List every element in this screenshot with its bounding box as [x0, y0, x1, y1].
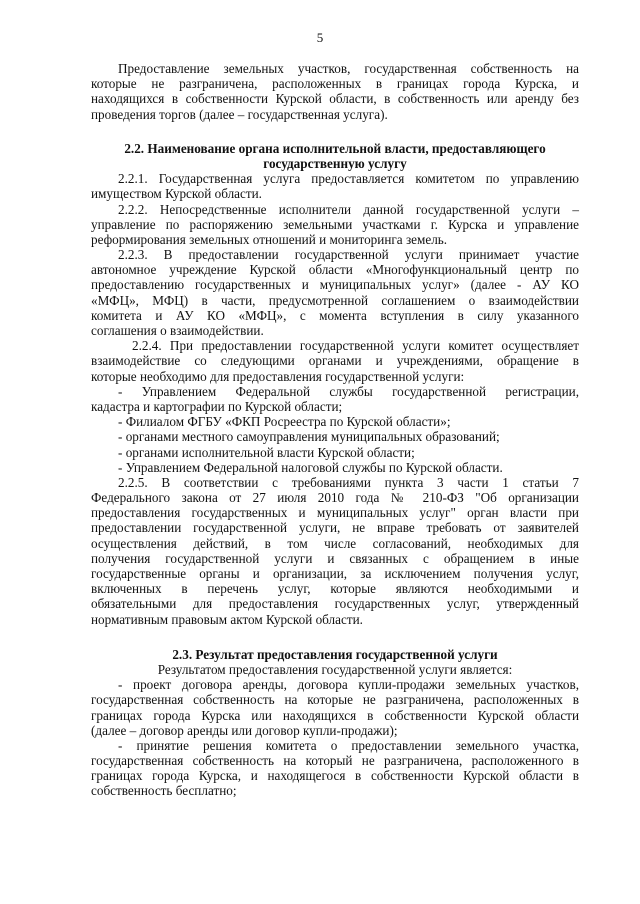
list-item [91, 738, 579, 799]
intro-paragraph [91, 61, 579, 122]
paragraph-2-2-1 [91, 171, 579, 201]
text-line: государственные органы и организации, за исключением получения услуг, [91, 566, 579, 581]
text-line: 2.2.2. Непосредственные исполнители данной государственной услуги – [118, 201, 579, 217]
text-line: «МФЦ», МФЦ) в части, предусмотренной соглашением о взаимодействии [91, 292, 579, 308]
section-lead: Результатом предоставления государственной услуги является: [157, 661, 513, 677]
text-line: 2.2.4. При предоставлении государственной услуги комитет осуществляет [132, 338, 579, 354]
list-item: - органами местного самоуправления муниципальных образований; [118, 429, 500, 445]
text-line: 2.2.1. Государственная услуга предоставляется комитетом по управлению [118, 171, 579, 187]
heading-line: государственную услугу [263, 155, 407, 171]
text-line: нормативным правовым актом Курской области. [91, 611, 363, 627]
text-line: собственность бесплатно; [91, 783, 237, 799]
text-line: взаимодействие со следующими органами и учреждениями, обращение в [91, 353, 579, 369]
list-item: - органами исполнительной власти Курской области; [118, 444, 415, 460]
text-line: автономное учреждение Курской области «Многофункциональный центр по [91, 262, 579, 278]
text-line: проведения торгов (далее – государственная услуга). [91, 106, 388, 122]
text-line: кадастра и картографии по Курской области; [91, 398, 343, 414]
text-line: получения государственной услуги и связанных с обращением в иные [91, 550, 579, 566]
text-line: осуществления действий, в том числе согласований, необходимых для [91, 535, 579, 551]
text-line: комитета и АУ КО «МФЦ», с момента вступления в силу указанного [91, 307, 579, 323]
text-line: (далее – договор аренды или договор купли-продажи); [91, 722, 398, 738]
list-item [91, 384, 579, 414]
paragraph-2-2-2 [91, 202, 579, 248]
section-heading-2-3: 2.3. Результат предоставления государственной услуги [172, 646, 498, 662]
text-line: Федерального закона от 27 июля 2010 года № 210-ФЗ "Об организации [91, 490, 579, 506]
text-line: находящихся в собственности Курской области, в собственность или аренду без [91, 91, 579, 107]
paragraph-2-2-5 [91, 475, 579, 627]
page-number: 5 [316, 30, 324, 45]
text-line: - проект договора аренды, договора купли-продажи земельных участков, [118, 677, 579, 693]
paragraph-2-2-3 [91, 247, 579, 338]
text-line: государственная собственность на который не разграничена, расположенного в [91, 753, 579, 769]
section-heading-2-2 [91, 141, 579, 171]
heading-line: 2.2. Наименование органа исполнительной власти, предоставляющего [124, 140, 546, 156]
text-line: границах города Курска, и находящегося в собственности Курской области в [91, 768, 579, 784]
text-line: предоставлении государственной услуги, не вправе требовать от заявителей [91, 520, 579, 536]
text-line: которые необходимо для предоставления государственной услуги: [91, 368, 465, 384]
text-line: Предоставление земельных участков, государственная собственность на [118, 61, 579, 76]
text-line: 2.2.5. В соответствии с требованиями пункта 3 части 1 статьи 7 [118, 474, 579, 490]
text-line: которые не разграничена, расположенных в границах города Курска, и [91, 76, 579, 92]
list-item [91, 677, 579, 738]
text-line: соглашения о взаимодействии. [91, 323, 264, 338]
text-line: - Управлением Федеральной службы государственной регистрации, [118, 383, 579, 399]
document-body [91, 61, 579, 799]
text-line: государственная собственность на которые не разграничена, расположенных в [91, 692, 579, 708]
list-item: - Управлением Федеральной налоговой службы по Курской области. [118, 459, 503, 475]
list-item: - Филиалом ФГБУ «ФКП Росреестра по Курской области»; [118, 414, 451, 430]
text-line: предоставления государственных и муниципальных услуг" орган власти при [91, 505, 579, 521]
text-line: - принятие решения комитета о предоставлении земельного участка, [118, 737, 579, 753]
text-line: управление по распоряжению земельными участками г. Курска и управление [91, 216, 579, 232]
text-line: предоставлению государственных и муниципальных услуг» (далее - АУ КО [91, 277, 579, 293]
text-line: имуществом Курской области. [91, 186, 262, 202]
text-line: обязательными для предоставления государственных услуг, утвержденный [91, 596, 579, 612]
text-line: границах города Курска или находящихся в собственности Курской области [91, 707, 579, 723]
text-line: 2.2.3. В предоставлении государственной услуги принимает участие [118, 247, 579, 263]
text-line: включенных в перечень услуг, которые являются необходимыми и [91, 581, 579, 597]
paragraph-2-2-4 [91, 338, 579, 384]
text-line: реформирования земельных отношений и мониторинга земель. [91, 231, 448, 247]
